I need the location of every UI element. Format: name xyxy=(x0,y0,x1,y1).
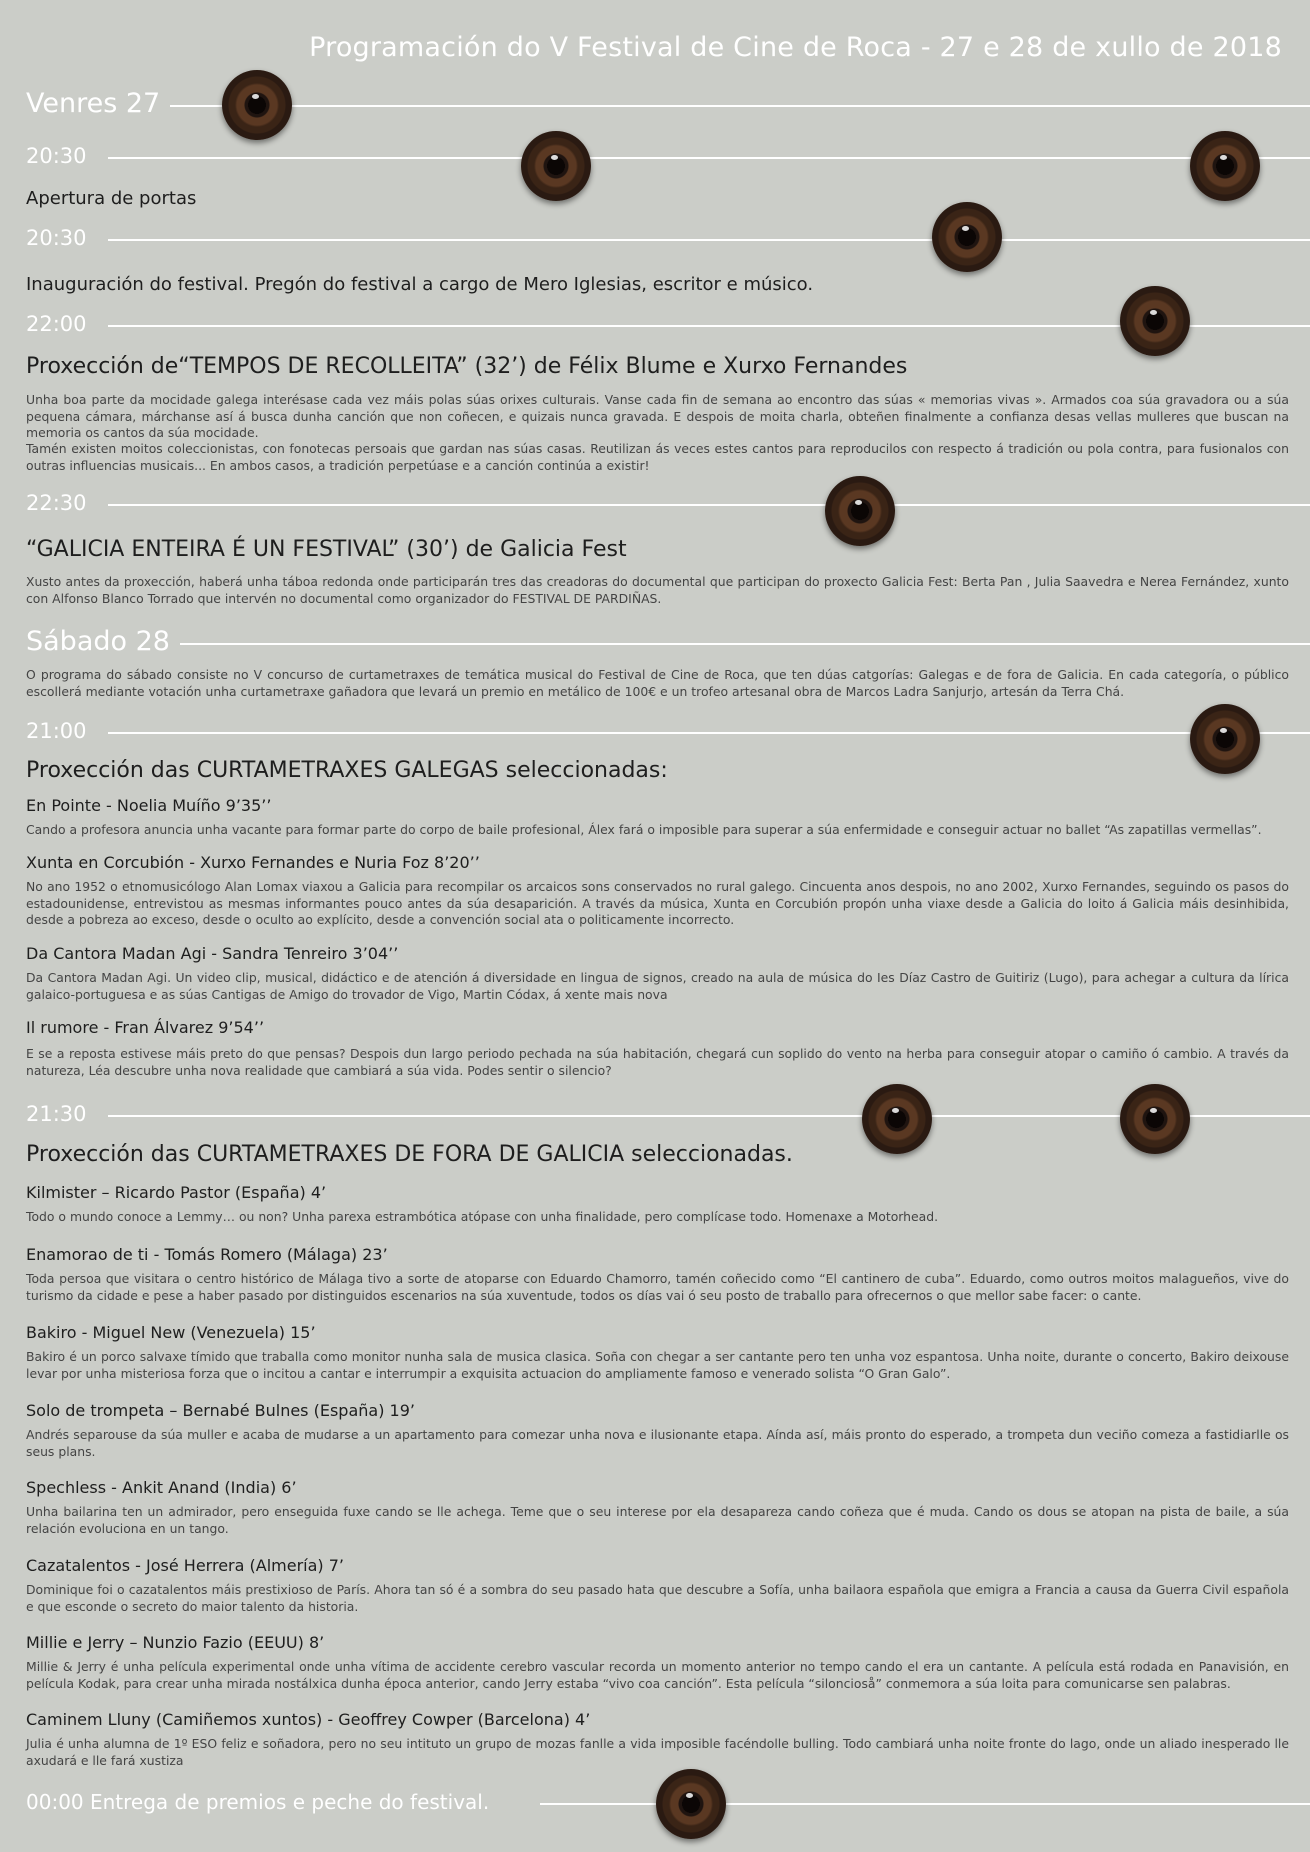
page-title: Programación do V Festival de Cine de Roca - 27 e 28 de xullo de 2018 xyxy=(309,32,1282,63)
film-title: En Pointe - Noelia Muíño 9’35’’ xyxy=(26,796,272,815)
block-heading: Proxección das CURTAMETRAXES DE FORA DE GALICIA seleccionadas. xyxy=(26,1142,793,1167)
film-description: No ano 1952 o etnomusicólogo Alan Lomax viaxou a Galicia para recompilar os arcaicos sons conservados no rural galego. Cincuenta anos despois, no ano 2002, Xurxo Fernandes, seguindo os pasos do estadounidense, entrevistou as mesmas informantes pouco antes da súa desaparición. A través da música, Xunta en Corcubión propón unha viaxe desde a Galicia do loito á Galicia máis desinhibida, desde a pobreza ao exceso, desde o oculto ao explícito, desde a convención social ata o politicamente incorrecto. xyxy=(26,879,1289,927)
film-title: Il rumore - Fran Álvarez 9’54’’ xyxy=(26,1018,265,1037)
divider-line xyxy=(170,105,1310,107)
divider-line xyxy=(108,504,1310,506)
film-title: Cazatalentos - José Herrera (Almería) 7’ xyxy=(26,1556,344,1575)
slot-time: 22:00 xyxy=(26,312,87,336)
event-description: Unha boa parte da mocidade galega interésase cada vez máis polas súas orixes culturais. Vanse cada fin de semana ao encontro das súas « memorias vivas ». Armados coa súa gravadora ou a súa pequena cámara, márchanse así á busca dunha canción que non coñecen, e quizais nunca gravada. E despois de moita charla, obteñen finalmente a confianza desas vellas mulleres que buscan na memoria os cantos da súa mocidade. xyxy=(26,392,1289,440)
slot-time: 20:30 xyxy=(26,226,87,250)
block-heading: Proxección das CURTAMETRAXES GALEGAS seleccionadas: xyxy=(26,758,668,783)
film-description: Da Cantora Madan Agi. Un video clip, musical, didáctico e de atención á diversidade en lingua de signos, creado na aula de música do Ies Díaz Castro de Guitiriz (Lugo), para achegar a cultura da lírica galaico-portuguesa e as súas Cantigas de Amigo do trovador de Vigo, Martin Códax, á xente mais nova xyxy=(26,970,1289,1002)
film-title: Bakiro - Miguel New (Venezuela) 15’ xyxy=(26,1323,316,1342)
eye-icon xyxy=(862,1084,932,1154)
eye-icon xyxy=(932,202,1002,272)
film-description: Andrés separouse da súa muller e acaba de mudarse a un apartamento para comezar unha nova e ilusionante etapa. Aínda así, máis pronto do esperado, a trompeta dun veciño comeza a fastidiarlle os seus plans. xyxy=(26,1427,1289,1459)
event-rest: Pregón do festival a cargo de Mero Iglesias, escritor e músico. xyxy=(248,274,814,295)
film-title: Kilmister – Ricardo Pastor (España) 4’ xyxy=(26,1183,327,1202)
film-description: Cando a profesora anuncia unha vacante para formar parte do corpo de baile profesional, Álex fará o imposible para superar a súa enfermidade e conseguir actuar no ballet “As zapatillas vermellas”. xyxy=(26,822,1262,837)
slot-event: Apertura de portas xyxy=(26,188,197,209)
slot-time: 21:00 xyxy=(26,719,87,743)
eye-icon xyxy=(521,131,591,201)
divider-line xyxy=(108,239,1310,241)
day-heading-saturday: Sábado 28 xyxy=(26,626,170,657)
event-description: Xusto antes da proxección, haberá unha táboa redonda onde participarán tres das creadoras do documental que participan do proxecto Galicia Fest: Berta Pan , Julia Saavedra e Nerea Fernández, xunto con Alfonso Blanco Torrado que intervén no documental como organizador do FESTIVAL DE PARDIÑAS. xyxy=(26,574,1289,606)
film-title: Millie e Jerry – Nunzio Fazio (EEUU) 8’ xyxy=(26,1633,325,1652)
film-description: Unha bailarina ten un admirador, pero enseguida fuxe cando se lle achega. Teme que o seu interese por ela desapareza cando coñeza que é muda. Cando os dous se atopan na pista de baile, a súa relación evoluciona en un tango. xyxy=(26,1504,1289,1536)
divider-line xyxy=(108,732,1310,734)
slot-time: 20:30 xyxy=(26,144,87,168)
film-title: Solo de trompeta – Bernabé Bulnes (España) 19’ xyxy=(26,1401,415,1420)
slot-time: 21:30 xyxy=(26,1102,87,1126)
event-description: Tamén existen moitos coleccionistas, con fonotecas persoais que gardan nas súas casas. Reutilizan ás veces estes cantos para reproducilos con respecto á tradición ou pola contra, para fusionalos con outras influencias musicais... En ambos casos, a tradición perpetúase e a canción continúa a existir! xyxy=(26,441,1289,473)
film-description: Julia é unha alumna de 1º ESO feliz e soñadora, pero no seu intituto un grupo de mozas fanlle a vida imposible facéndolle bulling. Todo cambiará unha noite fronte do lago, onde un aliado inesperado lle axudará e lle fará xustiza xyxy=(26,1736,1289,1768)
divider-line xyxy=(180,643,1310,645)
divider-line xyxy=(108,157,1310,159)
film-description: E se a reposta estivese máis preto do que pensas? Despois dun largo periodo pechada na súa habitación, chegará cun soplido do vento na herba para conseguir atopar o camiño ó cambio. A través da natureza, Léa descubre unha nova realidade que cambiará a súa vida. Podes sentir o silencio? xyxy=(26,1046,1289,1078)
film-description: Dominique foi o cazatalentos máis prestixioso de París. Ahora tan só é a sombra do seu pasado hata que descubre a Sofía, unha bailaora española que emigra a Francia a causa da Guerra Civil española e que esconde o secreto do maior talento da historia. xyxy=(26,1582,1289,1614)
closing-line: 00:00 Entrega de premios e peche do festival. xyxy=(26,1790,490,1814)
slot-time: 22:30 xyxy=(26,491,87,515)
day-heading-friday: Venres 27 xyxy=(26,88,161,119)
film-description: Toda persoa que visitara o centro histórico de Málaga tivo a sorte de atoparse con Eduardo Chamorro, tamén coñecido como “El cantinero de cuba”. Eduardo, como outros moitos malagueños, vive do turismo da cidade e pese a haber pasado por distinguidos escenarios na súa xuventude, todos os días vai ó seu posto de traballo para ofrecernos o que mellor sabe facer: o cante. xyxy=(26,1271,1289,1303)
eye-icon xyxy=(1190,704,1260,774)
eye-icon xyxy=(222,70,292,140)
film-description: Millie & Jerry é unha película experimental onde unha vítima de accidente cerebro vascular recorda un momento anterior no tempo cando el era un cantante. A película está rodada en Panavisión, en película Kodak, para crear unha mirada nostálxica dunha época anterior, cando Jerry estaba “vivo coa canción”. Esta película “siloncioså” conmemora a súa loita para comunicarse sen palabras. xyxy=(26,1659,1289,1691)
eye-icon xyxy=(825,476,895,546)
slot-event xyxy=(26,274,813,295)
film-title: Da Cantora Madan Agi - Sandra Tenreiro 3’04’’ xyxy=(26,944,399,963)
film-description: Bakiro é un porco salvaxe tímido que traballa como monitor nunha sala de musica clasica. Soña con chegar a ser cantante pero ten unha voz espantosa. Unha noite, durante o concerto, Bakiro deixouse levar por unha misteriosa forza que o incitou a cantar e interrumpir a exquisita actuacion do ampliamente famoso e venerado solista “O Gran Galo”. xyxy=(26,1349,1289,1381)
film-title: Caminem Lluny (Camiñemos xuntos) - Geoffrey Cowper (Barcelona) 4’ xyxy=(26,1710,591,1729)
film-title: Xunta en Corcubión - Xurxo Fernandes e Nuria Foz 8’20’’ xyxy=(26,853,480,872)
eye-icon xyxy=(1120,286,1190,356)
event-lead: Inauguración do festival. xyxy=(26,274,249,295)
eye-icon xyxy=(1190,131,1260,201)
film-title: Spechless - Ankit Anand (India) 6’ xyxy=(26,1478,297,1497)
film-description: Todo o mundo conoce a Lemmy… ou non? Unha parexa estrambótica atópase con unha finalidade, pero complícase todo. Homenaxe a Motorhead. xyxy=(26,1209,939,1224)
eye-icon xyxy=(656,1769,726,1839)
slot-event: “GALICIA ENTEIRA É UN FESTIVAL” (30’) de Galicia Fest xyxy=(26,537,627,562)
film-title: Enamorao de ti - Tomás Romero (Málaga) 23’ xyxy=(26,1245,388,1264)
slot-event: Proxección de“TEMPOS DE RECOLLEITA” (32’) de Félix Blume e Xurxo Fernandes xyxy=(26,354,908,379)
saturday-intro: O programa do sábado consiste no V concurso de curtametraxes de temática musical do Festival de Cine de Roca, que ten dúas catgorías: Galegas e de fora de Galicia. En cada categoría, o público escollerá mediante votación unha curtametraxe gañadora que levará un premio en metálico de 100€ e un trofeo artesanal obra de Marcos Ladra Sanjurjo, artesán da Terra Chá. xyxy=(26,667,1289,699)
eye-icon xyxy=(1120,1084,1190,1154)
